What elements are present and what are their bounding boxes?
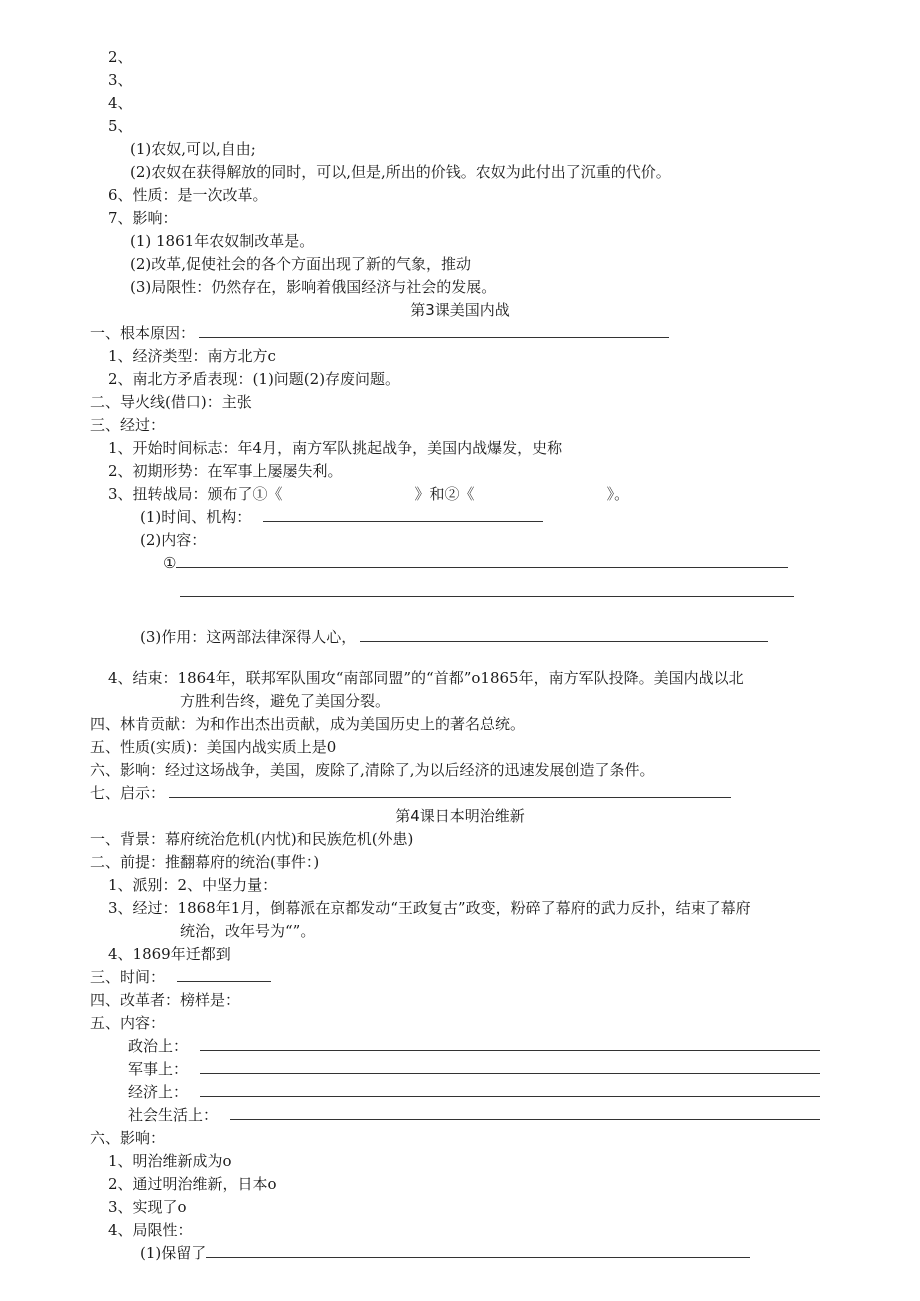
war-nature: 五、性质(实质)：美国内战实质上是0 bbox=[90, 738, 337, 756]
north-south-conflict: 2、南北方矛盾表现：(1)问题(2)存废问题。 bbox=[108, 370, 401, 388]
start-time: 1、开始时间标志：年4月，南方军队挑起战争，美国内战爆发，史称 bbox=[108, 439, 563, 457]
answer-blank[interactable] bbox=[200, 1081, 820, 1097]
economy-label: 经济上： bbox=[128, 1083, 189, 1101]
answer-blank[interactable] bbox=[200, 1058, 820, 1074]
process-heading: 三、经过： bbox=[90, 416, 166, 434]
social-life-row bbox=[128, 1104, 820, 1126]
meiji-time bbox=[90, 966, 271, 988]
reform-content: 五、内容： bbox=[90, 1014, 166, 1032]
turning-point-mid: 》和②《 bbox=[414, 485, 475, 503]
fuse: 二、导火线(借口)：主张 bbox=[90, 393, 252, 411]
limitation-1-label: (1)保留了 bbox=[140, 1244, 207, 1262]
meiji-process: 3、经过：1868年1月，倒幕派在京都发动“王政复古”政变，粉碎了幕府的武力反扑，结束了幕府 bbox=[108, 899, 751, 917]
capital-move: 4、1869年迁都到 bbox=[108, 945, 231, 963]
item-6-nature: 6、性质：是一次改革。 bbox=[108, 186, 268, 204]
item-7-1: (1) 1861年农奴制改革是。 bbox=[130, 232, 315, 250]
politics-row bbox=[128, 1035, 820, 1057]
economy-type: 1、经济类型：南方北方c bbox=[108, 347, 276, 365]
meiji-process-cont: 统治，改年号为“”。 bbox=[180, 922, 316, 940]
influence-1: 1、明治维新成为o bbox=[108, 1152, 232, 1170]
turning-point bbox=[108, 483, 629, 505]
answer-blank[interactable] bbox=[360, 626, 768, 642]
military-row bbox=[128, 1058, 820, 1080]
war-influence: 六、影响：经过这场战争，美国，废除了,清除了,为以后经济的迅速发展创造了条件。 bbox=[90, 761, 655, 779]
military-label: 军事上： bbox=[128, 1060, 189, 1078]
limitation-1 bbox=[140, 1242, 750, 1264]
item-5-1: (1)农奴,可以,自由; bbox=[130, 140, 256, 158]
answer-line[interactable] bbox=[180, 596, 794, 597]
item-7-3: (3)局限性：仍然存在，影响着俄国经济与社会的发展。 bbox=[130, 278, 497, 296]
content-heading: (2)内容： bbox=[140, 531, 207, 549]
early-situation: 2、初期形势：在军事上屡屡失利。 bbox=[108, 462, 343, 480]
economy-row bbox=[128, 1081, 820, 1103]
answer-blank[interactable] bbox=[206, 1242, 750, 1258]
law-effect-label: (3)作用：这两部法律深得人心， bbox=[140, 628, 357, 646]
item-7-influence: 7、影响： bbox=[108, 209, 178, 227]
influence-3: 3、实现了o bbox=[108, 1198, 187, 1216]
root-cause-label: 一、根本原因： bbox=[90, 324, 196, 342]
turning-point-end: 》。 bbox=[606, 485, 630, 503]
answer-blank[interactable] bbox=[199, 322, 669, 338]
content-1 bbox=[163, 552, 788, 574]
lesson-3-title: 第3课美国内战 bbox=[410, 301, 510, 319]
item-3: 3、 bbox=[108, 71, 133, 89]
answer-blank[interactable] bbox=[200, 1035, 820, 1051]
limitation: 4、局限性： bbox=[108, 1221, 193, 1239]
war-inspiration-label: 七、启示： bbox=[90, 784, 166, 802]
item-5: 5、 bbox=[108, 117, 133, 135]
lincoln-contribution: 四、林肯贡献：为和作出杰出贡献，成为美国历史上的著名总统。 bbox=[90, 715, 526, 733]
law-effect bbox=[140, 626, 768, 648]
meiji-time-label: 三、时间： bbox=[90, 968, 166, 986]
answer-blank[interactable] bbox=[176, 552, 788, 568]
answer-blank[interactable] bbox=[263, 506, 543, 522]
turning-point-label: 3、扭转战局：颁布了①《 bbox=[108, 485, 283, 503]
faction: 1、派别：2、中坚力量： bbox=[108, 876, 278, 894]
item-2: 2、 bbox=[108, 48, 133, 66]
content-1-label: ① bbox=[163, 554, 177, 572]
time-agency bbox=[140, 506, 543, 528]
time-agency-label: (1)时间、机构： bbox=[140, 508, 252, 526]
reformer: 四、改革者：榜样是： bbox=[90, 991, 241, 1009]
answer-blank[interactable] bbox=[230, 1104, 820, 1120]
politics-label: 政治上： bbox=[128, 1037, 189, 1055]
social-life-label: 社会生活上： bbox=[128, 1106, 219, 1124]
answer-blank[interactable] bbox=[177, 966, 271, 982]
lesson-4-title: 第4课日本明治维新 bbox=[395, 807, 525, 825]
answer-blank[interactable] bbox=[169, 782, 731, 798]
influence-2: 2、通过明治维新，日本o bbox=[108, 1175, 277, 1193]
item-7-2: (2)改革,促使社会的各个方面出现了新的气象，推动 bbox=[130, 255, 472, 273]
war-end-cont: 方胜利告终，避免了美国分裂。 bbox=[180, 692, 391, 710]
meiji-premise: 二、前提：推翻幕府的统治(事件：) bbox=[90, 853, 320, 871]
meiji-background: 一、背景：幕府统治危机(内忧)和民族危机(外患) bbox=[90, 830, 414, 848]
item-4: 4、 bbox=[108, 94, 133, 112]
root-cause bbox=[90, 322, 669, 344]
item-5-2: (2)农奴在获得解放的同时，可以,但是,所出的价钱。农奴为此付出了沉重的代价。 bbox=[130, 163, 671, 181]
war-end: 4、结束：1864年，联邦军队围攻“南部同盟”的“首都”o1865年，南方军队投降。美国内战以北 bbox=[108, 669, 744, 687]
meiji-influence: 六、影响： bbox=[90, 1129, 166, 1147]
war-inspiration bbox=[90, 782, 731, 804]
